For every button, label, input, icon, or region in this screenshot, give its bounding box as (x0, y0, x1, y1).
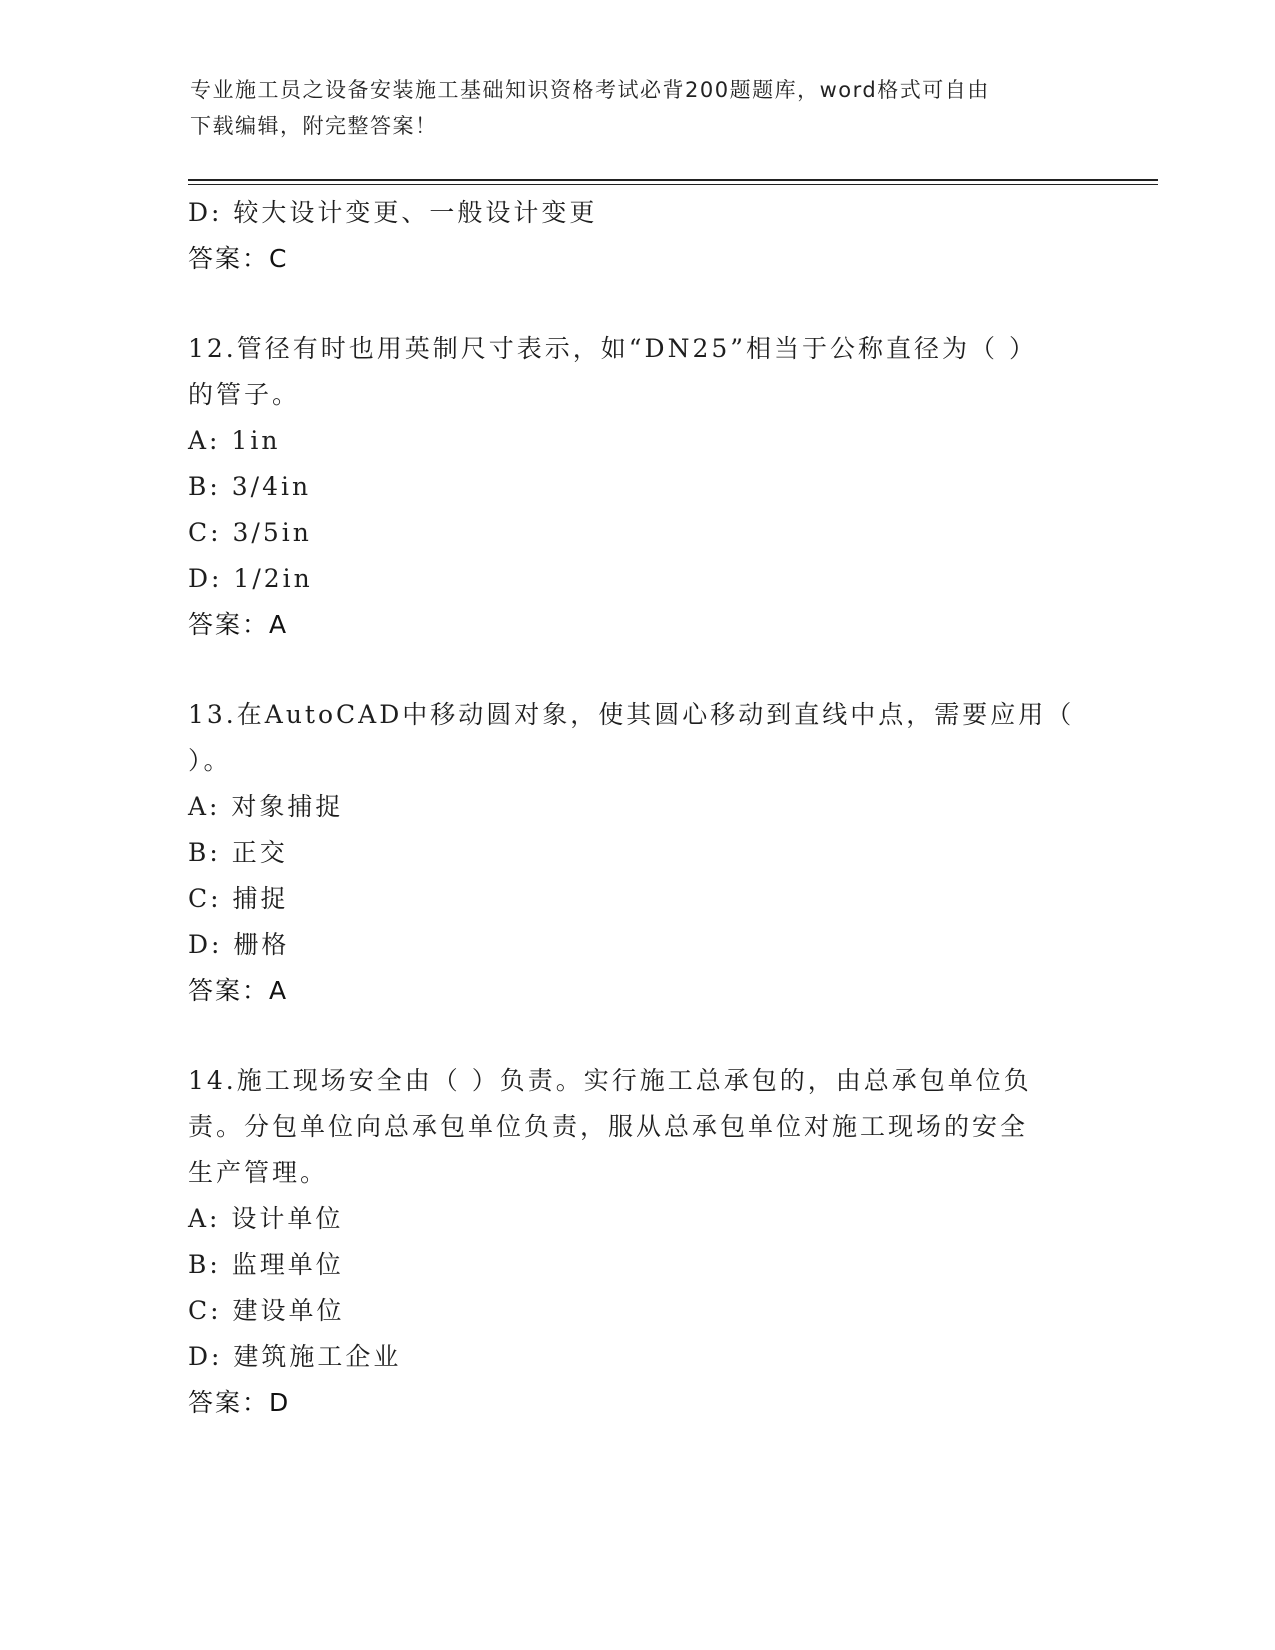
option-d: D: 栅格 (188, 930, 290, 959)
question-content (188, 190, 1075, 1426)
document-header (190, 72, 1070, 144)
option-d: D: 1/2in (188, 564, 313, 593)
option-b: B: 正交 (188, 838, 288, 867)
question-text-line: 生产管理。 (188, 1158, 329, 1187)
question-14 (188, 1058, 1068, 1426)
question-text-line: 12.管径有时也用英制尺寸表示，如“DN25”相当于公称直径为（ ） (188, 334, 1037, 363)
question-12 (188, 326, 1068, 648)
answer-line: 答案：A (188, 976, 289, 1005)
question-text-line: 责。分包单位向总承包单位负责，服从总承包单位对施工现场的安全 (188, 1112, 1029, 1141)
option-d: D: 建筑施工企业 (188, 1342, 402, 1371)
question-text-line: 13.在AutoCAD中移动圆对象，使其圆心移动到直线中点，需要应用（ (188, 700, 1075, 729)
header-line-1: 专业施工员之设备安装施工基础知识资格考试必背200题题库，word格式可自由 (190, 78, 990, 102)
option-d: D: 较大设计变更、一般设计变更 (188, 198, 598, 227)
question-text-line: ）。 (188, 746, 232, 775)
option-a: A: 对象捕捉 (188, 792, 344, 821)
option-a: A: 设计单位 (188, 1204, 344, 1233)
question-13 (188, 692, 1075, 1014)
option-c: C: 建设单位 (188, 1296, 345, 1325)
previous-question-tail (188, 190, 1068, 282)
question-text-line: 14.施工现场安全由（ ）负责。实行施工总承包的，由总承包单位负 (188, 1066, 1032, 1095)
option-c: C: 3/5in (188, 518, 312, 547)
answer-line: 答案：D (188, 1388, 291, 1417)
answer-line: 答案：A (188, 610, 289, 639)
option-b: B: 3/4in (188, 472, 312, 501)
option-a: A: 1in (188, 426, 281, 455)
question-text-line: 的管子。 (188, 380, 301, 409)
spacer (188, 648, 1068, 692)
option-b: B: 监理单位 (188, 1250, 344, 1279)
answer-line: 答案：C (188, 244, 289, 273)
spacer (188, 1014, 1068, 1058)
header-divider-thin (188, 184, 1158, 185)
spacer (188, 282, 1068, 326)
option-c: C: 捕捉 (188, 884, 289, 913)
header-divider-thick (188, 179, 1158, 181)
header-line-2: 下载编辑，附完整答案！ (190, 114, 438, 138)
